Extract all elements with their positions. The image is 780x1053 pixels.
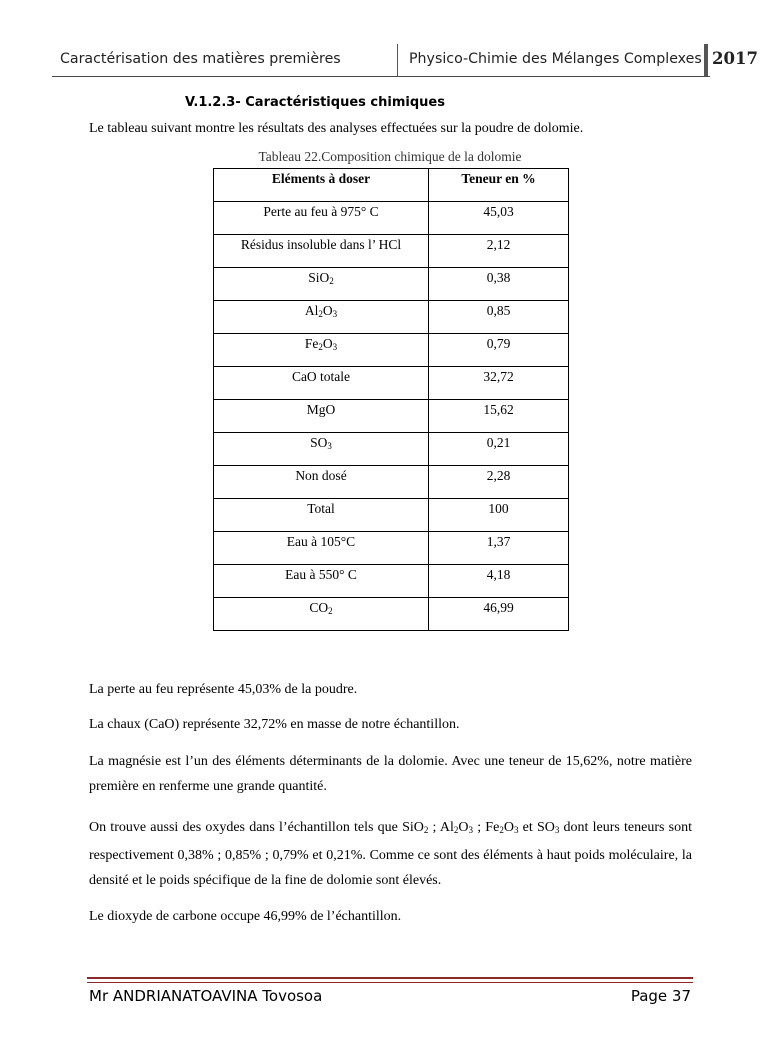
element-cell: Total (214, 499, 429, 532)
table-caption: Tableau 22.Composition chimique de la dolomie (258, 149, 522, 164)
footer-page-number: Page 37 (630, 987, 691, 1005)
paragraph-oxides: On trouve aussi des oxydes dans l’échantillon tels que SiO$_2$ ; $Al_2O_3$ ; $Fe_2O_3$ et $SO_3$ dont leurs teneurs sont respectivement 0,38% ; 0,85% ; 0,79% et 0,21%. Comme ce sont des éléments à haut poids moléculaire, la densité et le poids spécifique de la fine de dolomie sont élevés. (89, 820, 693, 888)
value-cell: 0,85 (429, 301, 569, 334)
value-cell: 2,28 (429, 466, 569, 499)
value-cell: 0,21 (429, 433, 569, 466)
table-row (214, 202, 569, 235)
page-header (52, 44, 758, 77)
table-row (214, 400, 569, 433)
header-separator-thick (704, 44, 708, 76)
header-chapter-title: Caractérisation des matières premières (60, 51, 341, 67)
value-cell: 45,03 (429, 202, 569, 235)
table-row (214, 301, 569, 334)
element-cell: Non dosé (214, 466, 429, 499)
header-course-title: Physico-Chimie des Mélanges Complexes (409, 51, 702, 67)
value-cell: 0,38 (429, 268, 569, 301)
footer-author: Mr ANDRIANATOAVINA Tovosoa (89, 987, 323, 1005)
element-cell: $CO_2$ (214, 598, 429, 631)
value-cell: 4,18 (429, 565, 569, 598)
table-row (214, 499, 569, 532)
element-cell: Eau à 550° C (214, 565, 429, 598)
element-cell: SiO$_2$ (214, 268, 429, 301)
column-header-value: Teneur en % (429, 169, 569, 202)
column-header-element: Eléments à doser (214, 169, 429, 202)
table-row (214, 433, 569, 466)
paragraph-loss-on-ignition: La perte au feu représente 45,03% de la poudre. (89, 682, 358, 697)
table-row (214, 334, 569, 367)
table-body (214, 202, 569, 631)
table-row (214, 367, 569, 400)
table-row (214, 268, 569, 301)
value-cell: 0,79 (429, 334, 569, 367)
value-cell: 46,99 (429, 598, 569, 631)
table-row (214, 235, 569, 268)
value-cell: 32,72 (429, 367, 569, 400)
element-cell: $Fe_2O_3$ (214, 334, 429, 367)
intro-paragraph: Le tableau suivant montre les résultats des analyses effectuées sur la poudre de dolomie. (89, 121, 584, 136)
table-row (214, 466, 569, 499)
element-cell: Eau à 105°C (214, 532, 429, 565)
value-cell: 15,62 (429, 400, 569, 433)
table-row (214, 532, 569, 565)
paragraph-lime: La chaux (CaO) représente 32,72% en masse de notre échantillon. (89, 717, 460, 732)
value-cell: 100 (429, 499, 569, 532)
paragraph-magnesia: La magnésie est l’un des éléments déterminants de la dolomie. Avec une teneur de 15,62%, notre matière première en renferme une grande quantité. (89, 754, 692, 794)
section-title: V.1.2.3- Caractéristiques chimiques (185, 95, 445, 110)
table-row (214, 565, 569, 598)
element-cell: CaO totale (214, 367, 429, 400)
element-cell: Résidus insoluble dans l’ HCl (214, 235, 429, 268)
footer-rule-thick (87, 977, 693, 979)
composition-table (213, 168, 569, 631)
header-year: 2017 (712, 49, 758, 68)
table-row (214, 598, 569, 631)
value-cell: 1,37 (429, 532, 569, 565)
table-header-row (214, 169, 569, 202)
footer-rule-thin (87, 982, 693, 983)
value-cell: 2,12 (429, 235, 569, 268)
paragraph-co2: Le dioxyde de carbone occupe 46,99% de l’échantillon. (89, 909, 402, 924)
header-separator (397, 44, 398, 76)
element-cell: $SO_3$ (214, 433, 429, 466)
element-cell: Perte au feu à 975° C (214, 202, 429, 235)
element-cell: $Al_2O_3$ (214, 301, 429, 334)
element-cell: MgO (214, 400, 429, 433)
